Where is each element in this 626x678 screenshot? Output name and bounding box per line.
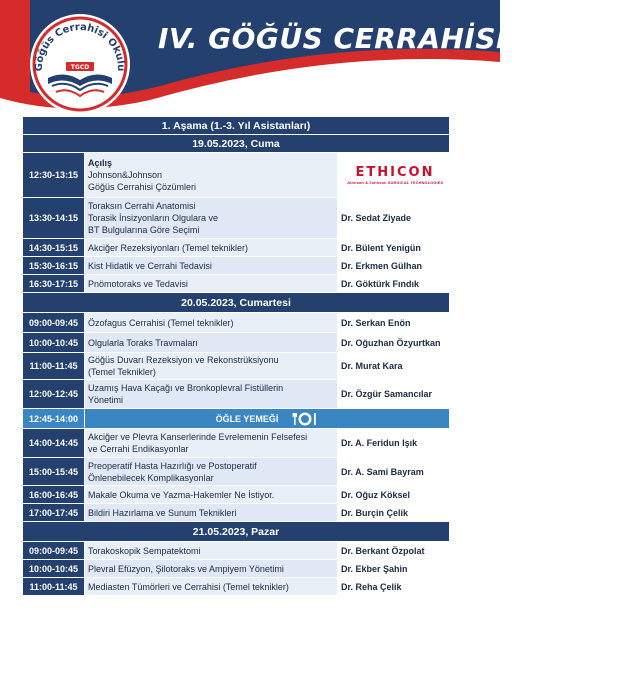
- stage-title: [23, 117, 449, 135]
- table-row: [23, 275, 449, 293]
- session-speaker: Dr. Burçin Çelik: [338, 504, 449, 521]
- topic-line: Göğüs Cerrahisi Çözümleri: [88, 182, 197, 192]
- session-time: 16:00-16:45: [23, 486, 85, 503]
- topic-line: Bildiri Hazırlama ve Sunum Teknikleri: [88, 507, 237, 518]
- session-topic: [85, 380, 338, 408]
- topic-line: Uzamış Hava Kaçağı ve Bronkoplevral Fistüllerin: [88, 383, 284, 393]
- table-row: [23, 353, 449, 380]
- topic-line: Kist Hidatik ve Cerrahi Tedavisi: [88, 260, 212, 271]
- day-date: 19.05.2023, Cuma: [192, 137, 280, 150]
- session-topic: [85, 353, 338, 379]
- session-time: 14:00-14:45: [23, 429, 85, 457]
- session-speaker: Dr. A. Sami Bayram: [338, 458, 449, 485]
- table-row: [23, 458, 449, 486]
- session-topic: [85, 560, 338, 577]
- session-speaker: Dr. A. Feridun Işık: [338, 429, 449, 457]
- session-topic: [85, 153, 338, 197]
- session-topic: [85, 458, 338, 485]
- session-time: 12:45-14:00: [23, 409, 85, 428]
- sponsor-name: ETHICON: [355, 165, 435, 180]
- session-topic: [85, 333, 338, 352]
- table-row: [23, 504, 449, 522]
- session-topic: [85, 504, 338, 521]
- session-time: 13:30-14:15: [23, 198, 85, 238]
- session-time: 11:00-11:45: [23, 353, 85, 379]
- session-time: 15:30-16:15: [23, 257, 85, 274]
- day-header: [23, 522, 449, 542]
- lunch-row: [23, 409, 449, 429]
- session-topic: [85, 239, 338, 256]
- table-row: [23, 542, 449, 560]
- session-time: 12:30-13:15: [23, 153, 85, 197]
- session-topic: [85, 313, 338, 332]
- table-row: [23, 429, 449, 458]
- session-time: 09:00-09:45: [23, 313, 85, 332]
- topic-line: Göğüs Duvarı Rezeksiyon ve Rekonstrüksiyonu: [88, 355, 279, 365]
- table-row: [23, 380, 449, 409]
- session-time: 16:30-17:15: [23, 275, 85, 292]
- topic-line: Açılış: [88, 158, 113, 168]
- logo-abbr: TGCD: [70, 64, 90, 71]
- session-topic: [85, 257, 338, 274]
- session-speaker: Dr. Göktürk Fındık: [338, 275, 449, 292]
- session-speaker: Dr. Erkmen Gülhan: [338, 257, 449, 274]
- topic-line: Makale Okuma ve Yazma-Hakemler Ne İstiyor.: [88, 489, 275, 500]
- session-time: 17:00-17:45: [23, 504, 85, 521]
- table-row: [23, 257, 449, 275]
- schedule-table: [23, 117, 449, 596]
- topic-line: Pnömotoraks ve Tedavisi: [88, 278, 188, 289]
- session-speaker: Dr. Bülent Yenigün: [338, 239, 449, 256]
- table-row: [23, 486, 449, 504]
- topic-line: Toraksın Cerrahi Anatomisi: [88, 201, 196, 211]
- table-row: [23, 560, 449, 578]
- topic-line: (Temel Teknikler): [88, 367, 156, 377]
- session-topic: [85, 578, 338, 595]
- sponsor-logo: [338, 153, 449, 197]
- topic-line: Plevral Efüzyon, Şilotoraks ve Ampiyem Yönetimi: [88, 563, 284, 574]
- table-row: [23, 239, 449, 257]
- session-time: 11:00-11:45: [23, 578, 85, 595]
- session-speaker: Dr. Berkant Özpolat: [338, 542, 449, 559]
- day-date: 21.05.2023, Pazar: [192, 525, 280, 538]
- stage-title-text: 1. Aşama (1.-3. Yıl Asistanları): [161, 119, 311, 132]
- table-row: [23, 153, 449, 198]
- topic-line: Johnson&Johnson: [88, 170, 163, 180]
- session-time: 15:00-15:45: [23, 458, 85, 485]
- topic-line: Özofagus Cerrahisi (Temel teknikler): [88, 317, 234, 328]
- table-row: [23, 333, 449, 353]
- topic-line: Yönetimi: [88, 395, 124, 405]
- session-topic: [85, 275, 338, 292]
- session-speaker: Dr. Reha Çelik: [338, 578, 449, 595]
- lunch-text: ÖĞLE YEMEĞİ: [215, 413, 279, 424]
- session-topic: [85, 198, 338, 238]
- session-time: 10:00-10:45: [23, 333, 85, 352]
- day-header: [23, 135, 449, 153]
- topic-line: Torakoskopik Sempatektomi: [88, 545, 201, 556]
- logo-text: Göğüs Cerrahisi Okulu: [33, 21, 127, 72]
- session-time: 10:00-10:45: [23, 560, 85, 577]
- session-speaker: Dr. Oğuz Köksel: [338, 486, 449, 503]
- session-topic: [85, 429, 338, 457]
- topic-line: Mediasten Tümörleri ve Cerrahisi (Temel teknikler): [88, 581, 289, 592]
- page-title: IV. GÖĞÜS CERRAHİSİ OKULU: [158, 22, 626, 55]
- session-speaker: Dr. Ekber Şahin: [338, 560, 449, 577]
- lunch-label: [85, 409, 449, 428]
- table-row: [23, 198, 449, 239]
- topic-line: Preoperatif Hasta Hazırlığı ve Postoperatif: [88, 460, 257, 471]
- topic-line: Akciğer ve Plevra Kanserlerinde Evrelemenin Felsefesi: [88, 432, 308, 442]
- topic-line: Torasik İnsizyonların Olgulara ve: [88, 213, 219, 223]
- table-row: [23, 313, 449, 333]
- session-speaker: Dr. Özgür Samancılar: [338, 380, 449, 408]
- header: [0, 0, 626, 112]
- session-time: 14:30-15:15: [23, 239, 85, 256]
- session-topic: [85, 542, 338, 559]
- session-speaker: Dr. Murat Kara: [338, 353, 449, 379]
- topic-line: Olgularla Toraks Travmaları: [88, 337, 198, 348]
- session-speaker: Dr. Oğuzhan Özyurtkan: [338, 333, 449, 352]
- session-time: 09:00-09:45: [23, 542, 85, 559]
- day-header: [23, 293, 449, 313]
- topic-line: Önlenebilecek Komplikasyonlar: [88, 472, 214, 483]
- topic-line: BT Bulgularına Göre Seçimi: [88, 225, 200, 235]
- topic-line: ve Cerrahi Endikasyonlar: [88, 444, 189, 454]
- session-topic: [85, 486, 338, 503]
- table-row: [23, 578, 449, 596]
- day-date: 20.05.2023, Cumartesi: [181, 296, 291, 309]
- topic-line: Akciğer Rezeksiyonları (Temel teknikler): [88, 242, 249, 253]
- book-logo-icon: [28, 12, 132, 116]
- sponsor-tagline: Johnson & Johnson SURGICAL TECHNOLOGIES: [346, 181, 444, 185]
- session-time: 12:00-12:45: [23, 380, 85, 408]
- session-speaker: Dr. Sedat Ziyade: [338, 198, 449, 238]
- session-speaker: Dr. Serkan Enön: [338, 313, 449, 332]
- plate-cutlery-icon: [292, 411, 318, 427]
